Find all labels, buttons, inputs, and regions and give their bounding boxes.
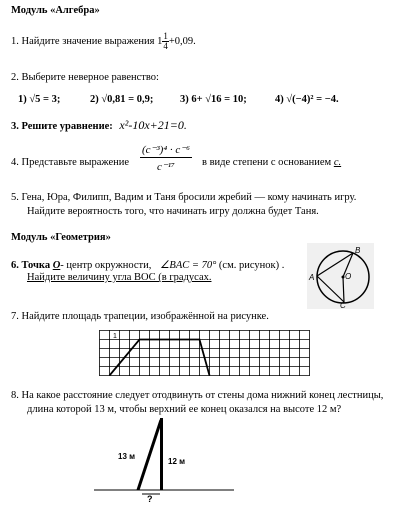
question-3 [11, 118, 187, 133]
q6-point-o: O [52, 260, 61, 271]
q3-equation: x²-10x+21=0. [119, 118, 187, 132]
circle-figure [307, 243, 374, 309]
q2-option-4-label: 4) [275, 94, 284, 105]
wall [160, 418, 163, 490]
chord-ac [317, 276, 344, 302]
q2-option-3-label: 3) [180, 94, 189, 105]
q2-option-3-expr: 6+ √16 = 10; [191, 94, 247, 105]
question-6-line-2: Найдите величину угла BOC (в градусах. [27, 272, 212, 283]
grid-lines [100, 330, 310, 376]
grid-unit-label: 1 [113, 333, 117, 340]
question-5-line-2: Найдите вероятность того, что начинать игру должна будет Таня. [27, 206, 319, 217]
q4-numerator: (c⁻³)⁴ · c⁻⁶ [142, 144, 190, 156]
q2-option-3 [180, 94, 247, 105]
ladder-svg [94, 412, 234, 505]
wall-height-label: 12 м [168, 457, 186, 466]
question-6-line-1 [11, 259, 284, 271]
unknown-distance-label: ? [147, 494, 153, 504]
q2-option-4 [275, 94, 339, 105]
q6-see-figure: (см. рисунок) . [218, 260, 285, 271]
ladder-length-label: 13 м [118, 452, 136, 461]
question-2-text: 2. Выберите неверное равенство: [11, 72, 159, 83]
q6-center-text: - центр окружности, [60, 260, 152, 271]
question-8-line-1: 8. На какое расстояние следует отодвинуть от стены дома нижний конец лестницы, [11, 390, 384, 401]
q2-option-1-label: 1) [18, 94, 27, 105]
q4-tail-text: в виде степени с основанием [202, 157, 332, 168]
question-1 [11, 32, 196, 51]
q2-option-2 [90, 94, 153, 105]
label-o: O [345, 272, 352, 281]
label-c: C [340, 301, 346, 309]
q1-denominator: 4 [163, 41, 168, 51]
q2-option-4-expr: √(−4)² = −4. [286, 94, 339, 105]
q2-option-1-expr: √5 = 3; [29, 94, 61, 105]
question-1-text: 1. Найдите значение выражения [11, 35, 155, 47]
module-algebra-heading: Модуль «Алгебра» [11, 5, 100, 16]
q1-tail: +0,09. [168, 35, 196, 47]
question-3-text: 3. Решите уравнение: [11, 121, 113, 132]
q6-prefix: 6. Точка [11, 260, 51, 271]
q6-angle: ∠BAC = 70° [160, 260, 217, 271]
radius-oc [343, 277, 344, 302]
q2-option-2-label: 2) [90, 94, 99, 105]
circle-svg [307, 243, 374, 309]
ladder [138, 420, 161, 490]
q2-option-1 [18, 94, 60, 105]
q1-mixed-whole: 1 [157, 35, 163, 47]
module-geometry-heading: Модуль «Геометрия» [11, 232, 111, 243]
grid-svg [99, 330, 310, 376]
label-a: A [309, 273, 315, 282]
q4-tail [202, 157, 341, 168]
ladder-figure [94, 412, 234, 505]
question-8-line-2: длина которой 13 м, чтобы верхний ее конец оказался на высоте 12 м? [27, 404, 342, 415]
question-5-line-1: 5. Гена, Юра, Филипп, Вадим и Таня бросили жребий — кому начинать игру. [11, 192, 357, 203]
q4-fraction [140, 143, 192, 173]
q4-denominator: c⁻¹⁷ [157, 161, 175, 173]
q4-base: c. [333, 157, 342, 168]
question-7-text: 7. Найдите площадь трапеции, изображённой на рисунке. [11, 311, 269, 322]
trapezoid-grid-figure [99, 330, 310, 376]
q2-option-2-expr: √0,81 = 0,9; [101, 94, 154, 105]
label-b: B [355, 246, 361, 255]
question-4-text: 4. Представьте выражение [11, 157, 130, 168]
q1-numerator: 1 [163, 31, 168, 41]
